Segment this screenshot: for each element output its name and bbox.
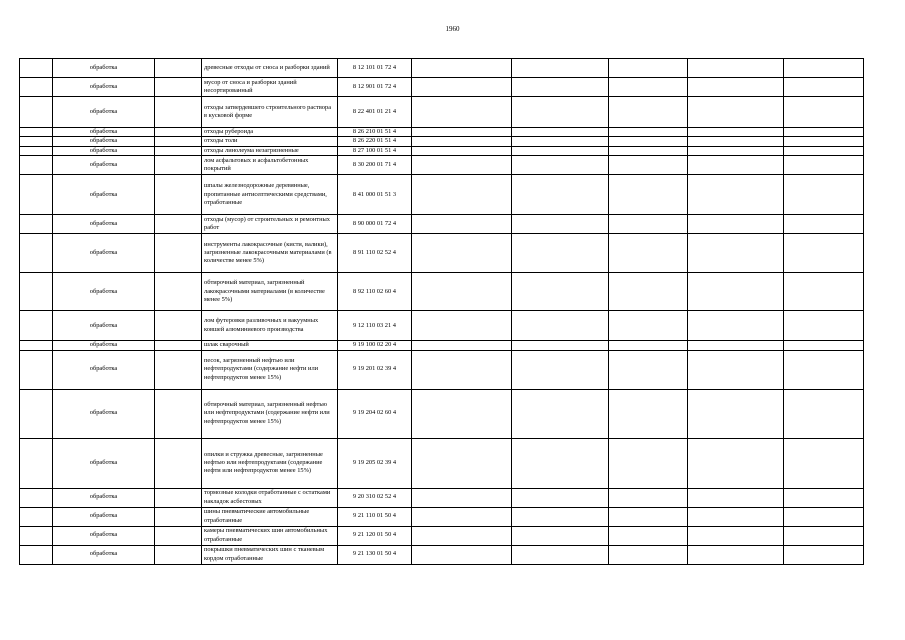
- cell-empty: [688, 156, 784, 175]
- cell-fkko-code: 8 26 210 01 51 4: [338, 128, 412, 137]
- cell-waste-name: опилки и стружка древесные, загрязненные нефтью или нефтепродуктами (содержание нефти или нефтепродуктов менее 15%): [202, 438, 338, 488]
- cell-number: [20, 488, 53, 507]
- cell-empty: [412, 137, 512, 146]
- cell-fkko-code: 9 19 201 02 39 4: [338, 350, 412, 389]
- cell-empty: [784, 146, 864, 155]
- cell-fkko-code: 9 20 310 02 52 4: [338, 488, 412, 507]
- cell-empty: [512, 526, 609, 545]
- cell-empty: [609, 273, 688, 311]
- cell-empty: [688, 78, 784, 97]
- cell-fkko-code: 8 27 100 01 51 4: [338, 146, 412, 155]
- cell-empty: [512, 146, 609, 155]
- cell-empty: [784, 545, 864, 564]
- cell-empty: [155, 146, 202, 155]
- cell-empty: [784, 350, 864, 389]
- cell-empty: [512, 234, 609, 273]
- cell-empty: [412, 97, 512, 128]
- cell-empty: [688, 341, 784, 350]
- table-row: [20, 273, 864, 311]
- cell-empty: [412, 273, 512, 311]
- cell-waste-name: отходы рубероида: [202, 128, 338, 137]
- cell-empty: [688, 273, 784, 311]
- cell-operation: обработка: [53, 78, 155, 97]
- cell-number: [20, 215, 53, 234]
- cell-empty: [784, 526, 864, 545]
- table-row: [20, 215, 864, 234]
- cell-empty: [512, 488, 609, 507]
- cell-empty: [512, 78, 609, 97]
- cell-waste-name: покрышки пневматических шин с тканевым кордом отработанные: [202, 545, 338, 564]
- table-row: [20, 526, 864, 545]
- page-number: 1960: [445, 25, 460, 33]
- cell-empty: [512, 350, 609, 389]
- cell-fkko-code: 9 21 120 01 50 4: [338, 526, 412, 545]
- cell-empty: [688, 507, 784, 526]
- cell-empty: [512, 156, 609, 175]
- cell-empty: [609, 341, 688, 350]
- cell-empty: [512, 175, 609, 215]
- cell-empty: [609, 234, 688, 273]
- cell-waste-name: камеры пневматических шин автомобильных отработанные: [202, 526, 338, 545]
- cell-empty: [155, 59, 202, 78]
- cell-empty: [155, 273, 202, 311]
- cell-empty: [512, 311, 609, 341]
- cell-empty: [155, 78, 202, 97]
- cell-empty: [412, 311, 512, 341]
- cell-operation: обработка: [53, 350, 155, 389]
- cell-empty: [155, 389, 202, 438]
- cell-empty: [609, 128, 688, 137]
- cell-empty: [784, 175, 864, 215]
- cell-empty: [784, 507, 864, 526]
- cell-number: [20, 545, 53, 564]
- table-row: [20, 78, 864, 97]
- cell-waste-name: отходы толи: [202, 137, 338, 146]
- cell-empty: [512, 97, 609, 128]
- table-row: [20, 311, 864, 341]
- cell-empty: [688, 97, 784, 128]
- table-row: [20, 175, 864, 215]
- cell-empty: [412, 545, 512, 564]
- table-row: [20, 146, 864, 155]
- cell-fkko-code: 8 91 110 02 52 4: [338, 234, 412, 273]
- cell-fkko-code: 8 12 101 01 72 4: [338, 59, 412, 78]
- cell-empty: [609, 59, 688, 78]
- cell-empty: [412, 350, 512, 389]
- table-row: [20, 128, 864, 137]
- cell-empty: [688, 311, 784, 341]
- cell-waste-name: песок, загрязненный нефтью или нефтепродуктами (содержание нефти или нефтепродуктов менее 15%): [202, 350, 338, 389]
- cell-operation: обработка: [53, 507, 155, 526]
- cell-operation: обработка: [53, 137, 155, 146]
- cell-empty: [784, 311, 864, 341]
- cell-empty: [688, 234, 784, 273]
- cell-empty: [609, 137, 688, 146]
- cell-fkko-code: 8 41 000 01 51 3: [338, 175, 412, 215]
- cell-operation: обработка: [53, 311, 155, 341]
- cell-waste-name: шпалы железнодорожные деревянные, пропитанные антисептическими средствами, отработанные: [202, 175, 338, 215]
- cell-operation: обработка: [53, 389, 155, 438]
- cell-empty: [784, 128, 864, 137]
- cell-empty: [784, 273, 864, 311]
- cell-waste-name: шлак сварочный: [202, 341, 338, 350]
- cell-operation: обработка: [53, 545, 155, 564]
- cell-empty: [784, 488, 864, 507]
- cell-empty: [784, 137, 864, 146]
- cell-number: [20, 156, 53, 175]
- table-row: [20, 488, 864, 507]
- cell-empty: [512, 273, 609, 311]
- cell-empty: [155, 488, 202, 507]
- cell-empty: [688, 438, 784, 488]
- cell-number: [20, 438, 53, 488]
- cell-empty: [784, 97, 864, 128]
- cell-operation: обработка: [53, 438, 155, 488]
- cell-empty: [688, 389, 784, 438]
- cell-operation: обработка: [53, 526, 155, 545]
- cell-empty: [688, 350, 784, 389]
- cell-empty: [155, 175, 202, 215]
- cell-number: [20, 507, 53, 526]
- cell-fkko-code: 8 22 401 01 21 4: [338, 97, 412, 128]
- cell-waste-name: древесные отходы от сноса и разборки зданий: [202, 59, 338, 78]
- cell-empty: [688, 59, 784, 78]
- cell-number: [20, 137, 53, 146]
- cell-operation: обработка: [53, 128, 155, 137]
- cell-operation: обработка: [53, 234, 155, 273]
- cell-empty: [155, 128, 202, 137]
- table-row: [20, 156, 864, 175]
- cell-empty: [155, 507, 202, 526]
- table-row: [20, 234, 864, 273]
- cell-fkko-code: 8 90 000 01 72 4: [338, 215, 412, 234]
- cell-empty: [155, 215, 202, 234]
- cell-number: [20, 341, 53, 350]
- cell-empty: [155, 234, 202, 273]
- cell-number: [20, 526, 53, 545]
- table-row: [20, 545, 864, 564]
- cell-empty: [688, 488, 784, 507]
- cell-empty: [784, 156, 864, 175]
- cell-empty: [609, 438, 688, 488]
- cell-empty: [609, 389, 688, 438]
- table-row: [20, 137, 864, 146]
- cell-empty: [609, 215, 688, 234]
- cell-empty: [412, 59, 512, 78]
- cell-fkko-code: 8 30 200 01 71 4: [338, 156, 412, 175]
- cell-waste-name: обтирочный материал, загрязненный нефтью или нефтепродуктами (содержание нефти или нефтепродуктов менее 15%): [202, 389, 338, 438]
- cell-empty: [512, 438, 609, 488]
- cell-number: [20, 78, 53, 97]
- cell-empty: [512, 341, 609, 350]
- cell-waste-name: лом асфальтовых и асфальтобетонных покрытий: [202, 156, 338, 175]
- cell-empty: [512, 545, 609, 564]
- cell-empty: [412, 507, 512, 526]
- cell-operation: обработка: [53, 156, 155, 175]
- cell-empty: [609, 545, 688, 564]
- cell-empty: [412, 234, 512, 273]
- cell-waste-name: тормозные колодки отработанные с остатками накладок асбестовых: [202, 488, 338, 507]
- cell-empty: [784, 59, 864, 78]
- cell-operation: обработка: [53, 97, 155, 128]
- cell-waste-name: обтирочный материал, загрязненный лакокрасочными материалами (в количестве менее 5%): [202, 273, 338, 311]
- cell-number: [20, 146, 53, 155]
- cell-fkko-code: 8 26 220 01 51 4: [338, 137, 412, 146]
- cell-number: [20, 273, 53, 311]
- cell-empty: [512, 389, 609, 438]
- cell-empty: [155, 311, 202, 341]
- cell-empty: [412, 156, 512, 175]
- cell-empty: [512, 59, 609, 78]
- cell-empty: [512, 128, 609, 137]
- cell-waste-name: шины пневматические автомобильные отработанные: [202, 507, 338, 526]
- cell-operation: обработка: [53, 215, 155, 234]
- cell-number: [20, 234, 53, 273]
- cell-number: [20, 97, 53, 128]
- cell-empty: [412, 341, 512, 350]
- cell-empty: [412, 175, 512, 215]
- cell-empty: [609, 311, 688, 341]
- cell-empty: [155, 341, 202, 350]
- cell-number: [20, 389, 53, 438]
- cell-empty: [609, 146, 688, 155]
- cell-empty: [155, 438, 202, 488]
- cell-empty: [784, 215, 864, 234]
- cell-empty: [412, 128, 512, 137]
- table-row: [20, 341, 864, 350]
- cell-empty: [155, 156, 202, 175]
- cell-empty: [412, 438, 512, 488]
- cell-fkko-code: 9 19 100 02 20 4: [338, 341, 412, 350]
- cell-waste-name: мусор от сноса и разборки зданий несортированный: [202, 78, 338, 97]
- cell-operation: обработка: [53, 175, 155, 215]
- cell-empty: [784, 438, 864, 488]
- cell-empty: [784, 341, 864, 350]
- cell-empty: [412, 389, 512, 438]
- cell-empty: [155, 526, 202, 545]
- cell-empty: [688, 215, 784, 234]
- cell-empty: [609, 175, 688, 215]
- table-row: [20, 389, 864, 438]
- cell-waste-name: инструменты лакокрасочные (кисти, валики), загрязненные лакокрасочными материалами (в количестве менее 5%): [202, 234, 338, 273]
- cell-empty: [609, 526, 688, 545]
- cell-empty: [412, 215, 512, 234]
- table-row: [20, 438, 864, 488]
- cell-empty: [609, 78, 688, 97]
- cell-empty: [412, 526, 512, 545]
- cell-number: [20, 59, 53, 78]
- cell-fkko-code: 9 19 204 02 60 4: [338, 389, 412, 438]
- cell-waste-name: отходы затвердевшего строительного раствора в кусковой форме: [202, 97, 338, 128]
- cell-empty: [609, 488, 688, 507]
- cell-empty: [412, 78, 512, 97]
- cell-empty: [609, 350, 688, 389]
- cell-empty: [784, 234, 864, 273]
- table-row: [20, 97, 864, 128]
- cell-empty: [784, 389, 864, 438]
- cell-empty: [412, 146, 512, 155]
- cell-empty: [512, 137, 609, 146]
- cell-empty: [688, 526, 784, 545]
- table-row: [20, 59, 864, 78]
- cell-operation: обработка: [53, 59, 155, 78]
- cell-fkko-code: 9 21 110 01 50 4: [338, 507, 412, 526]
- cell-number: [20, 350, 53, 389]
- cell-number: [20, 311, 53, 341]
- cell-empty: [512, 507, 609, 526]
- cell-empty: [412, 488, 512, 507]
- cell-empty: [155, 97, 202, 128]
- cell-empty: [688, 545, 784, 564]
- cell-fkko-code: 8 92 110 02 60 4: [338, 273, 412, 311]
- cell-operation: обработка: [53, 488, 155, 507]
- cell-empty: [609, 507, 688, 526]
- cell-fkko-code: 9 12 110 03 21 4: [338, 311, 412, 341]
- cell-empty: [155, 545, 202, 564]
- cell-empty: [784, 78, 864, 97]
- cell-number: [20, 128, 53, 137]
- cell-number: [20, 175, 53, 215]
- cell-empty: [155, 137, 202, 146]
- table-row: [20, 350, 864, 389]
- cell-empty: [688, 137, 784, 146]
- table-row: [20, 507, 864, 526]
- cell-fkko-code: 9 21 130 01 50 4: [338, 545, 412, 564]
- cell-waste-name: лом футеровки разливочных и вакуумных ковшей алюминиевого производства: [202, 311, 338, 341]
- cell-empty: [609, 97, 688, 128]
- waste-register-table: [19, 58, 864, 565]
- cell-empty: [512, 215, 609, 234]
- cell-empty: [688, 175, 784, 215]
- cell-operation: обработка: [53, 341, 155, 350]
- cell-empty: [155, 350, 202, 389]
- cell-waste-name: отходы линолеума незагрязненные: [202, 146, 338, 155]
- cell-fkko-code: 9 19 205 02 39 4: [338, 438, 412, 488]
- cell-empty: [609, 156, 688, 175]
- cell-operation: обработка: [53, 146, 155, 155]
- cell-fkko-code: 8 12 901 01 72 4: [338, 78, 412, 97]
- cell-empty: [688, 128, 784, 137]
- cell-waste-name: отходы (мусор) от строительных и ремонтных работ: [202, 215, 338, 234]
- cell-empty: [688, 146, 784, 155]
- cell-operation: обработка: [53, 273, 155, 311]
